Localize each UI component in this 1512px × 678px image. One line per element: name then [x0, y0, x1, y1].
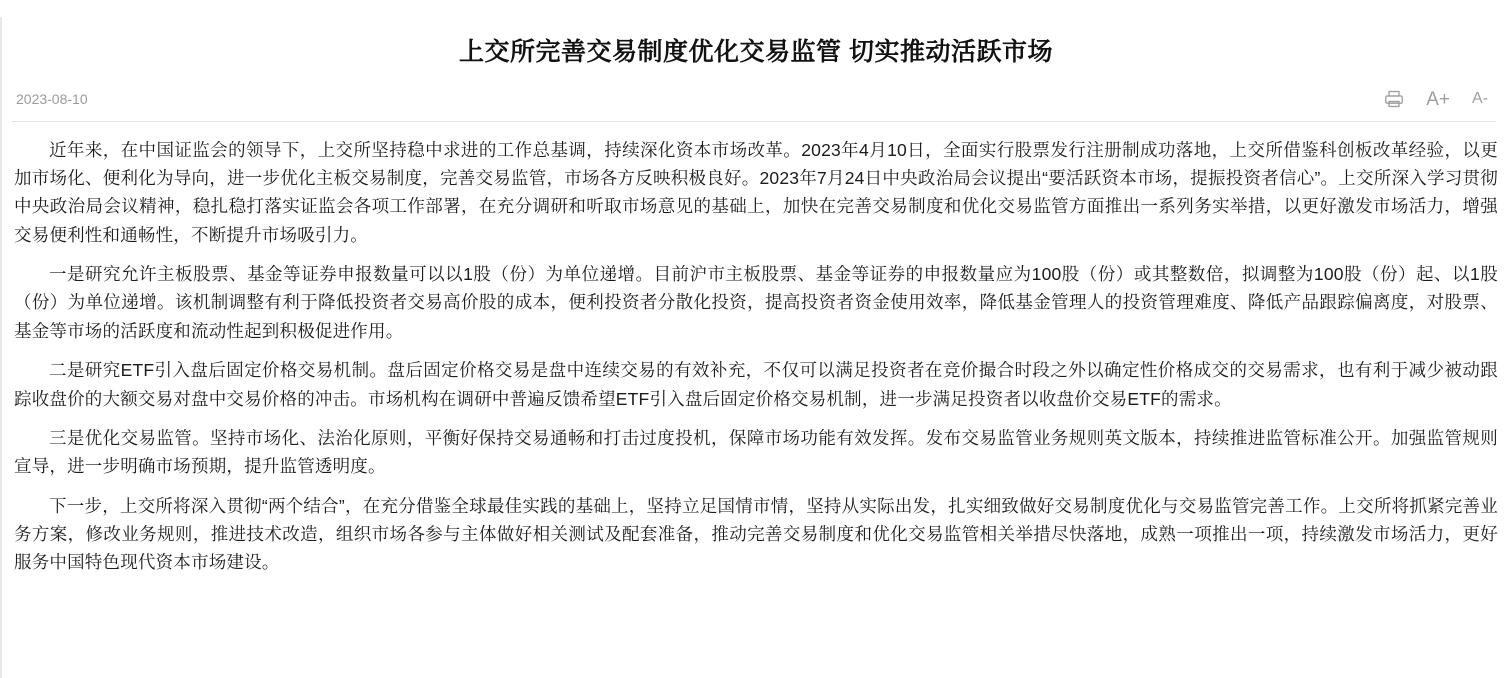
publish-date: 2023-08-10 [16, 91, 88, 108]
font-decrease-button[interactable]: A- [1472, 90, 1488, 108]
article-meta-bar [12, 90, 1496, 122]
page-title: 上交所完善交易制度优化交易监管 切实推动活跃市场 [459, 37, 1053, 66]
article-page [0, 17, 1512, 678]
article-toolbar [1384, 90, 1496, 109]
printer-icon[interactable] [1384, 90, 1404, 108]
left-border-rule [0, 17, 2, 678]
article-body [0, 122, 1512, 577]
article-paragraph: 一是研究允许主板股票、基金等证券申报数量可以以1股（份）为单位递增。目前沪市主板股票、基金等证券的申报数量应为100股（份）或其整数倍，拟调整为100股（份）起、以1股（份）为单位递增。该机制调整有利于降低投资者交易高价股的成本，便利投资者分散化投资，提高投资者资金使用效率，降低基金管理人的投资管理难度、降低产品跟踪偏离度，对股票、基金等市场的活跃度和流动性起到积极促进作用。 [14, 264, 1498, 341]
font-increase-button[interactable]: A+ [1426, 88, 1450, 110]
article-paragraph: 三是优化交易监管。坚持市场化、法治化原则，平衡好保持交易通畅和打击过度投机，保障市场功能有效发挥。发布交易监管业务规则英文版本，持续推进监管标准公开。加强监管规则宣导，进一步明确市场预期，提升监管透明度。 [14, 427, 1498, 477]
article-paragraph: 二是研究ETF引入盘后固定价格交易机制。盘后固定价格交易是盘中连续交易的有效补充，不仅可以满足投资者在竞价撮合时段之外以确定性价格成交的交易需求，也有利于减少被动跟踪收盘价的大额交易对盘中交易价格的冲击。市场机构在调研中普遍反馈希望ETF引入盘后固定价格交易机制，进一步满足投资者以收盘价交易ETF的需求。 [14, 360, 1498, 409]
article-paragraph: 近年来，在中国证监会的领导下，上交所坚持稳中求进的工作总基调，持续深化资本市场改革。2023年4月10日，全面实行股票发行注册制成功落地，上交所借鉴科创板改革经验，以更加市场化、便利化为导向，进一步优化主板交易制度，完善交易监管，市场各方反映积极良好。2023年7月24日中央政治局会议提出“要活跃资本市场，提振投资者信心”。上交所深入学习贯彻中央政治局会议精神，稳扎稳打落实证监会各项工作部署，在充分调研和听取市场意见的基础上，加快在完善交易制度和优化交易监管方面推出一系列务实举措，以更好激发市场活力，增强交易便利性和通畅性，不断提升市场吸引力。 [14, 139, 1498, 245]
article-paragraph: 下一步，上交所将深入贯彻“两个结合”，在充分借鉴全球最佳实践的基础上，坚持立足国情市情，坚持从实际出发，扎实细致做好交易制度优化与交易监管完善工作。上交所将抓紧完善业务方案，修改业务规则，推进技术改造，组织市场各参与主体做好相关测试及配套准备，推动完善交易制度和优化交易监管相关举措尽快落地，成熟一项推出一项，持续激发市场活力，更好服务中国特色现代资本市场建设。 [14, 495, 1498, 573]
